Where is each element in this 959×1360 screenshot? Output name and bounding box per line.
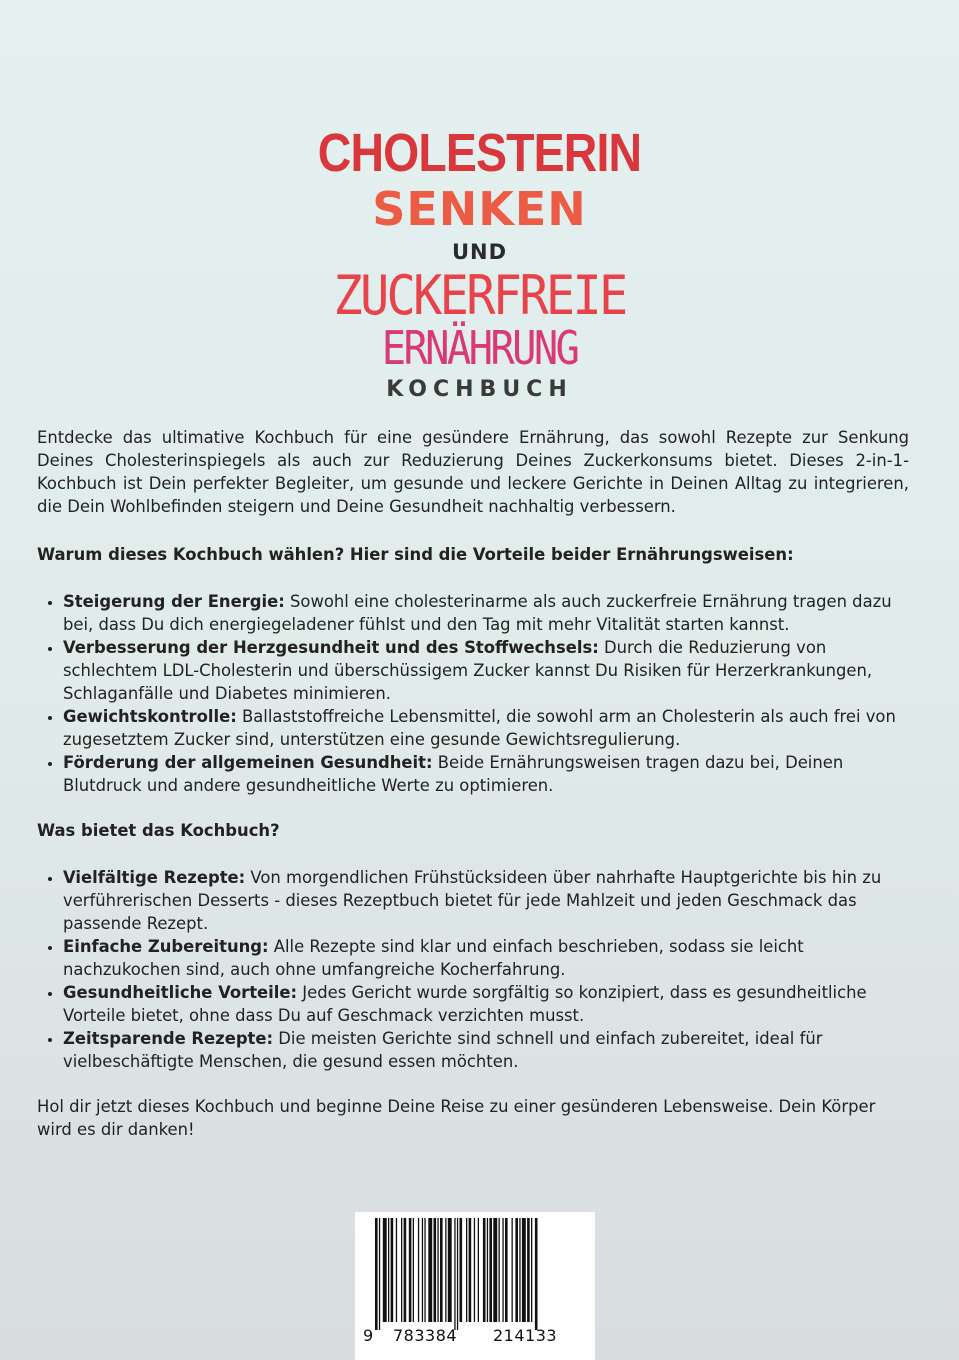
list-item-text: Die meisten Gerichte sind schnell und einfach zubereitet, ideal für vielbeschäftigte Menschen, die gesund essen möchten. — [63, 1029, 823, 1071]
title-line-cholesterin: CHOLESTERIN — [317, 123, 642, 183]
title-line-ernaehrung: ERNÄHRUNG — [381, 321, 578, 375]
cover-title — [0, 112, 959, 401]
barcode-digits-right: 214133 — [493, 1326, 558, 1345]
list-item-title: Förderung der allgemeinen Gesundheit: — [63, 753, 433, 772]
list-item — [63, 590, 909, 636]
barcode-digit-first: 9 — [363, 1326, 374, 1345]
list-item-title: Zeitsparende Rezepte: — [63, 1029, 274, 1048]
list-item-title: Gewichtskontrolle: — [63, 707, 237, 726]
title-line-senken: SENKEN — [372, 182, 587, 236]
isbn-barcode — [355, 1212, 595, 1360]
title-line-zuckerfreie: ZUCKERFREIE — [333, 264, 626, 327]
list-item-text: Sowohl eine cholesterinarme als auch zuckerfreie Ernährung tragen dazu bei, dass Du dich energiegeladener fühlst und den Tag mit mehr Vitalität starten kannst. — [63, 592, 892, 634]
back-cover-text — [37, 426, 909, 1141]
list-item-text: Durch die Reduzierung von schlechtem LDL-Cholesterin und überschüssigem Zucker kannst Du Risiken für Herzerkrankungen, Schlaganfälle und Diabetes minimieren. — [63, 638, 873, 703]
section1-list — [37, 590, 909, 797]
list-item — [63, 935, 909, 981]
list-item-text: Beide Ernährungsweisen tragen dazu bei, Deinen Blutdruck und andere gesundheitliche Werte zu optimieren. — [63, 753, 844, 795]
barcode-bars — [355, 1212, 595, 1360]
section1-heading: Warum dieses Kochbuch wählen? Hier sind die Vorteile beider Ernährungsweisen: — [37, 545, 794, 564]
list-item-title: Vielfältige Rezepte: — [63, 868, 246, 887]
list-item — [63, 866, 909, 935]
list-item — [63, 751, 909, 797]
section2-heading: Was bietet das Kochbuch? — [37, 821, 280, 840]
list-item-text: Jedes Gericht wurde sorgfältig so konzipiert, dass es gesundheitliche Vorteile bietet, ohne dass Du auf Geschmack verzichten musst. — [63, 983, 867, 1025]
list-item — [63, 1027, 909, 1073]
list-item-title: Verbesserung der Herzgesundheit und des Stoffwechsels: — [63, 638, 599, 657]
list-item-text: Alle Rezepte sind klar und einfach beschrieben, sodass sie leicht nachzukochen sind, auch ohne umfangreiche Kocherfahrung. — [63, 937, 804, 979]
barcode-digits-left: 783384 — [393, 1326, 458, 1345]
list-item-title: Gesundheitliche Vorteile: — [63, 983, 298, 1002]
list-item — [63, 705, 909, 751]
list-item — [63, 636, 909, 705]
title-line-kochbuch: KOCHBUCH — [386, 377, 573, 402]
list-item-text: Von morgendlichen Frühstücksideen über nahrhafte Hauptgerichte bis hin zu verführerischen Desserts - dieses Rezeptbuch bietet für jede Mahlzeit und jeden Geschmack das passende Rezept. — [63, 868, 882, 933]
list-item-title: Einfache Zubereitung: — [63, 937, 269, 956]
list-item-title: Steigerung der Energie: — [63, 592, 285, 611]
outro-paragraph: Hol dir jetzt dieses Kochbuch und beginne Deine Reise zu einer gesünderen Lebensweise. Dein Körper wird es dir danken! — [37, 1097, 876, 1139]
intro-paragraph: Entdecke das ultimative Kochbuch für eine gesündere Ernährung, das sowohl Rezepte zur Senkung Deines Cholesterinspiegels als auch zur Reduzierung Deines Zuckerkonsums bietet. Dieses 2-in-1-Kochbuch ist Dein perfekter Begleiter, um gesunde und leckere Gerichte in Deinen Alltag zu integrieren, die Dein Wohlbefinden steigern und Deine Gesundheit nachhaltig verbessern. — [37, 428, 909, 516]
title-line-und: UND — [451, 240, 508, 264]
section2-list — [37, 866, 909, 1073]
list-item-text: Ballaststoffreiche Lebensmittel, die sowohl arm an Cholesterin als auch frei von zugesetztem Zucker sind, unterstützen eine gesunde Gewichtsregulierung. — [63, 707, 896, 749]
list-item — [63, 981, 909, 1027]
